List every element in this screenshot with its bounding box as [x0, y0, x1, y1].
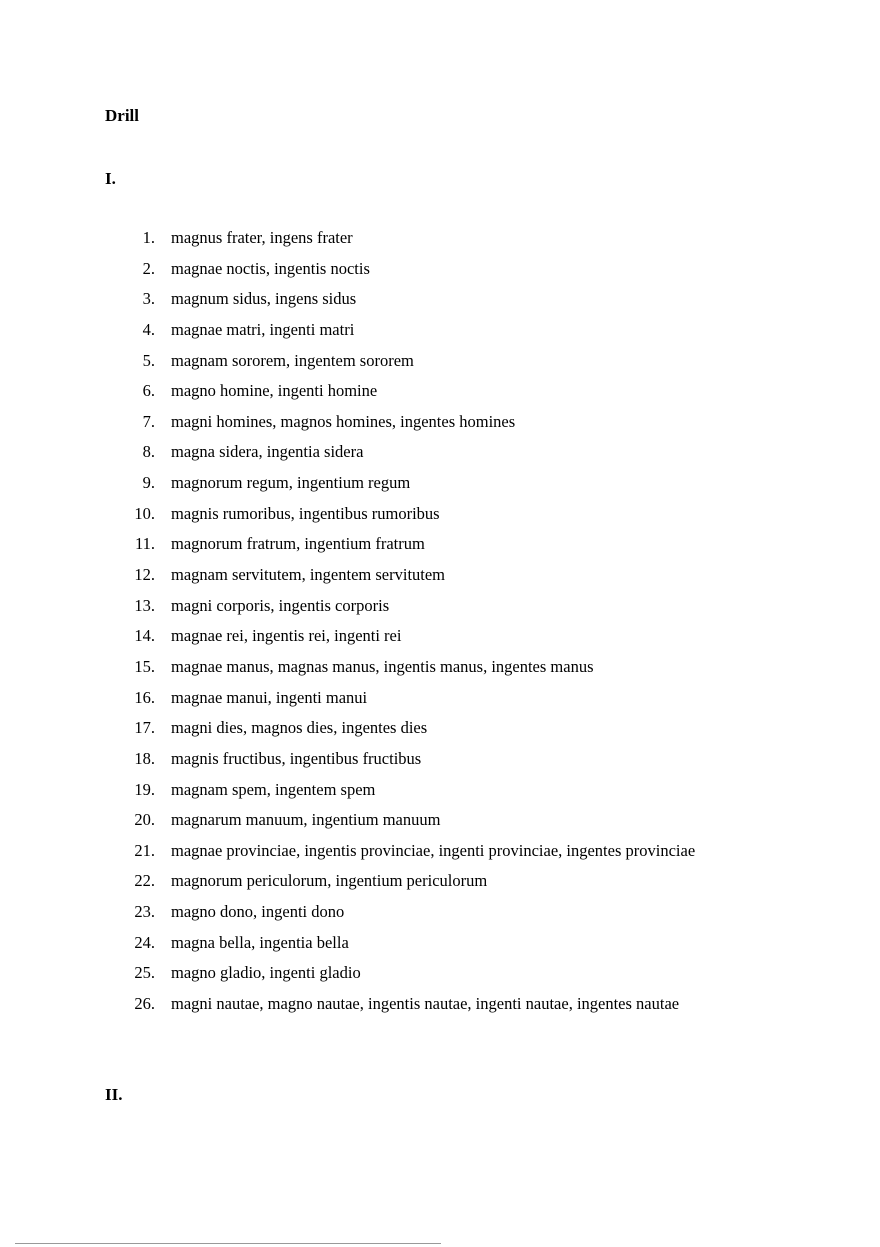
drill-item: [105, 749, 845, 780]
item-number: 22.: [134, 871, 155, 891]
drill-item: [105, 412, 845, 443]
drill-item: [105, 534, 845, 565]
item-number: 15.: [134, 656, 155, 676]
item-number: 18.: [134, 748, 155, 768]
section-2-heading: II.: [105, 1085, 123, 1104]
drill-item: [105, 473, 845, 504]
item-number: 1.: [142, 228, 155, 247]
item-text: magnus frater, ingens frater: [171, 228, 353, 247]
item-text: magno gladio, ingenti gladio: [171, 963, 361, 983]
item-number: 11.: [134, 534, 155, 554]
drill-item: [105, 596, 845, 627]
item-text: magnae manus, magnas manus, ingentis manus, ingentes manus: [171, 656, 594, 676]
drill-item: [105, 259, 845, 290]
item-number: 19.: [134, 779, 155, 799]
drill-item: [105, 841, 845, 872]
drill-item: [105, 351, 845, 382]
item-text: magno dono, ingenti dono: [171, 902, 345, 922]
item-text: magnae provinciae, ingentis provinciae, ingenti provinciae, ingentes provinciae: [171, 840, 696, 860]
item-number: 9.: [142, 473, 155, 493]
item-text: magnam sororem, ingentem sororem: [171, 350, 414, 370]
drill-item: [105, 810, 845, 841]
item-text: magnae rei, ingentis rei, ingenti rei: [171, 626, 402, 646]
drill-item: [105, 504, 845, 535]
drill-item: [105, 933, 845, 964]
item-text: magni dies, magnos dies, ingentes dies: [171, 718, 428, 738]
item-number: 23.: [134, 902, 155, 922]
item-text: magnae matri, ingenti matri: [171, 319, 355, 339]
item-text: magna sidera, ingentia sidera: [171, 442, 364, 462]
item-number: 8.: [142, 442, 155, 462]
section-1-heading: I.: [105, 169, 116, 188]
item-text: magni homines, magnos homines, ingentes homines: [171, 411, 516, 431]
item-text: magnorum fratrum, ingentium fratrum: [171, 534, 425, 554]
item-text: magnorum periculorum, ingentium periculorum: [171, 871, 488, 891]
drill-item: [105, 565, 845, 596]
item-number: 13.: [134, 595, 155, 615]
item-number: 5.: [142, 350, 155, 370]
item-number: 3.: [142, 289, 155, 309]
drill-item: [105, 963, 845, 994]
drill-item: [105, 289, 845, 320]
item-text: magnae noctis, ingentis noctis: [171, 258, 370, 278]
drill-item: [105, 902, 845, 933]
drill-item: [105, 780, 845, 811]
drill-item: [105, 688, 845, 719]
drill-item: [105, 381, 845, 412]
item-text: magni corporis, ingentis corporis: [171, 595, 390, 615]
drill-item: [105, 228, 845, 259]
drill-list: [105, 228, 845, 1025]
item-text: magnis rumoribus, ingentibus rumoribus: [171, 503, 440, 523]
item-text: magnorum regum, ingentium regum: [171, 473, 411, 493]
item-number: 14.: [134, 626, 155, 646]
drill-item: [105, 442, 845, 473]
item-number: 24.: [134, 932, 155, 952]
item-number: 21.: [134, 840, 155, 860]
drill-item: [105, 718, 845, 749]
item-number: 12.: [134, 565, 155, 585]
drill-item: [105, 657, 845, 688]
item-number: 10.: [134, 503, 155, 523]
item-text: magnarum manuum, ingentium manuum: [171, 810, 441, 830]
item-text: magni nautae, magno nautae, ingentis nautae, ingenti nautae, ingentes nautae: [171, 994, 680, 1014]
item-number: 7.: [142, 411, 155, 431]
item-number: 6.: [142, 381, 155, 401]
item-text: magnum sidus, ingens sidus: [171, 289, 357, 309]
footnote-separator: [15, 1243, 441, 1244]
item-text: magnam spem, ingentem spem: [171, 779, 376, 799]
item-text: magnae manui, ingenti manui: [171, 687, 368, 707]
item-number: 4.: [142, 319, 155, 339]
item-text: magno homine, ingenti homine: [171, 381, 378, 401]
item-number: 2.: [142, 258, 155, 278]
item-number: 25.: [134, 963, 155, 983]
item-number: 20.: [134, 810, 155, 830]
item-text: magnam servitutem, ingentem servitutem: [171, 565, 446, 585]
drill-heading: Drill: [105, 106, 139, 125]
drill-item: [105, 871, 845, 902]
drill-item: [105, 994, 845, 1025]
drill-item: [105, 626, 845, 657]
item-text: magnis fructibus, ingentibus fructibus: [171, 748, 422, 768]
item-text: magna bella, ingentia bella: [171, 932, 349, 952]
drill-item: [105, 320, 845, 351]
item-number: 17.: [134, 718, 155, 738]
item-number: 16.: [134, 687, 155, 707]
item-number: 26.: [134, 994, 155, 1014]
